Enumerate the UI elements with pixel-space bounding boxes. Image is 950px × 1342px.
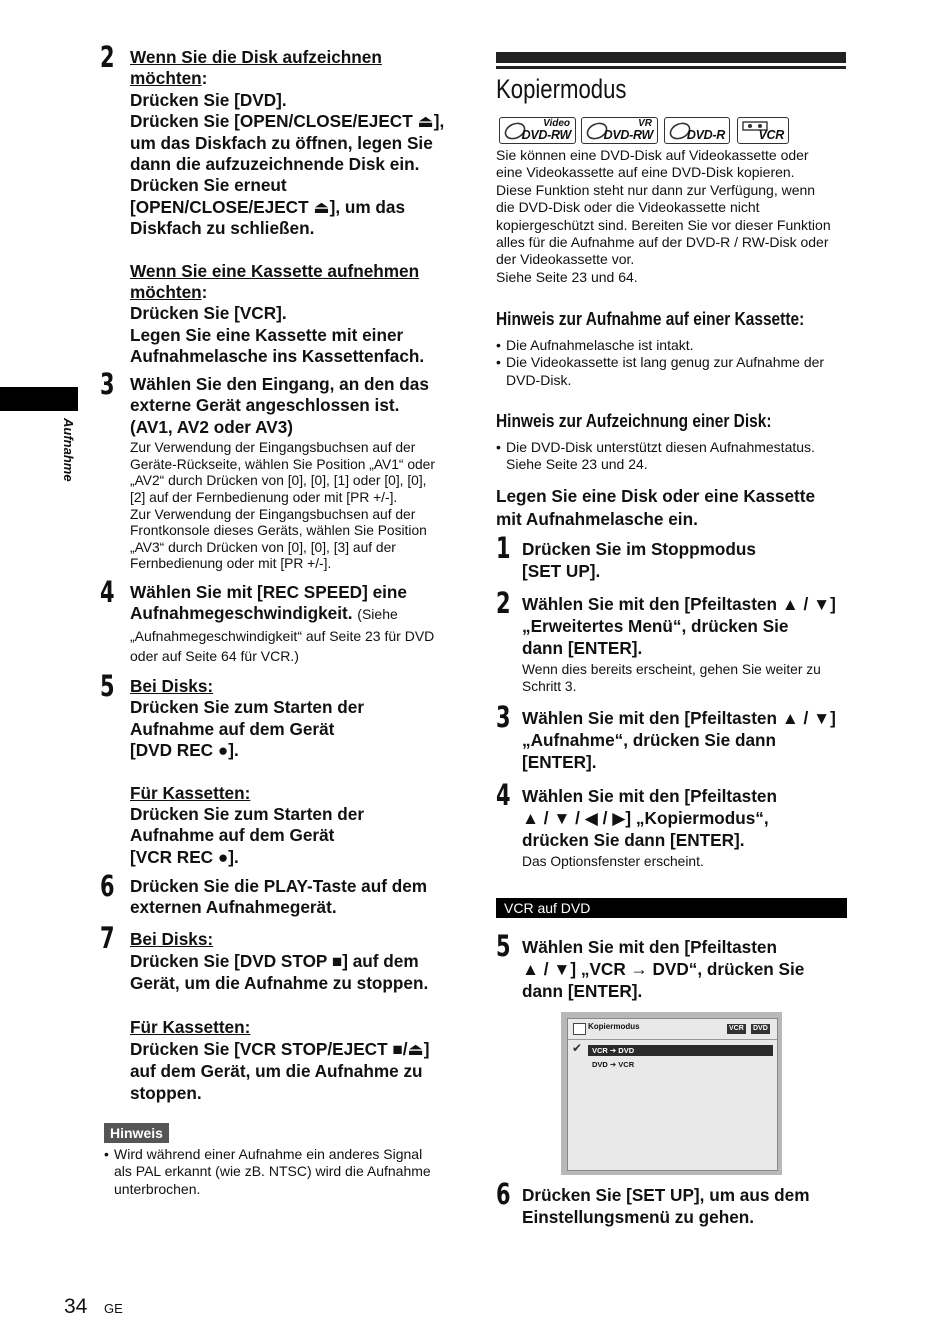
step-number: 4 [100,575,115,609]
tape-note-heading: Hinweis zur Aufnahme auf einer Kassette: [496,309,805,329]
right-step-1: 1 Drücken Sie im Stoppmodus [SET UP]. [496,531,756,581]
menu-title: Kopiermodus [588,1022,640,1031]
tape-note-list: • Die Aufnahmelasche ist intakt. • Die Videokassette ist lang genug zur Aufnahme der DVD-Disk. [496,337,851,389]
section-tab-marker [0,387,78,411]
menu-screenshot [561,1012,782,1175]
hinweis-note: • Wird während einer Aufnahme ein anderes Signal als PAL erkannt (wie zB. NTSC) wird die Aufnahme unterbrochen. [104,1146,464,1198]
tape-heading: Für Kassetten: [130,1017,251,1037]
left-step-5: 5 Bei Disks: Drücken Sie zum Starten der Aufnahme auf dem Gerät [DVD REC ●]. Für Kassetten: Drücken Sie zum Starten der Aufnahme auf dem Gerät [VCR REC ●]. [100,676,460,868]
hinweis-label: Hinweis [104,1123,169,1143]
right-step-5: 5 Wählen Sie mit den [Pfeiltasten ▲ / ▼] „VCR → DVD“, drücken Sie dann [ENTER]. [496,929,805,1001]
step-number: 7 [100,921,115,955]
step-number: 6 [496,1177,511,1211]
dvd-tag: DVD [753,1025,768,1032]
vcr-logo-icon: VCR [737,117,789,144]
menu-header [568,1019,777,1040]
left-step-4: 4 Wählen Sie mit [REC SPEED] eine Aufnahmegeschwindigkeit. (Siehe „Aufnahmegeschwindigkeit“ auf Seite 23 für DVD oder auf Seite 64 für VCR.) [100,575,435,665]
step-3-note: Zur Verwendung der Eingangsbuchsen auf der Geräte-Rückseite, wählen Sie Position „AV1“ oder „AV2“ durch Drücken von [0], [0], [1] oder [0], [0], [2] auf der Fernbedienung oder mit [PR +/-]. Zur Verwendung der Eingangsbuchsen auf der Frontkonsole dieses Geräts, wählen Sie Position „AV3“ durch Drücken von [0], [0], [3] auf der Fernbedienung oder mit [PR +/-]. [130,440,435,572]
step-number: 2 [496,586,511,620]
dvd-r-logo-icon: DVD-R [664,117,730,144]
section-bar-vcr-to-dvd: VCR auf DVD [496,898,847,918]
menu-option-dvd-to-vcr[interactable]: DVD ➔ VCR [592,1060,635,1069]
menu-option-vcr-to-dvd[interactable]: VCR ➔ DVD [588,1045,773,1056]
right-step-3: 3 Wählen Sie mit den [Pfeiltasten ▲ / ▼] „Aufnahme“, drücken Sie dann [ENTER]. [496,700,836,772]
intro-text: Sie können eine DVD-Disk auf Videokassette oder eine Videokassette auf eine DVD-Disk kopieren. Diese Funktion steht nur dann zur Verfügung, wenn die DVD-Disk oder die Videokassette nicht kopiergeschützt sind. Bereiten Sie vor dieser Funktion alles für die Aufnahme auf der DVD-R / RW-Disk oder der Videokassette vor. Siehe Seite 23 und 64. [496,147,831,285]
step-number: 5 [496,929,511,963]
vcr-tag: VCR [729,1025,744,1032]
dvd-rw-video-logo-icon: Video DVD-RW [499,117,576,144]
step-number: 1 [496,531,511,565]
tape-heading: Für Kassetten: [130,782,251,803]
menu-icon [573,1023,586,1035]
language-code: GE [104,1301,123,1316]
disk-heading: Wenn Sie die Disk aufzeichnen möchten: [130,47,382,89]
right-step-2: 2 Wählen Sie mit den [Pfeiltasten ▲ / ▼] „Erweitertes Menü“, drücken Sie dann [ENTER]. Wenn dies bereits erscheint, gehen Sie weiter zu Schritt 3. [496,586,836,694]
title-rule-thin [496,66,846,69]
dvd-rw-vr-logo-icon: VR DVD-RW [581,117,658,144]
left-step-6: 6 Drücken Sie die PLAY-Taste auf dem externen Aufnahmegerät. [100,869,428,918]
left-step-2: 2 Wenn Sie die Disk aufzeichnen möchten: Drücken Sie [DVD]. Drücken Sie [OPEN/CLOSE/EJECT ⏏], um das Diskfach zu öffnen, legen Sie dann die aufzuzeichnende Disk ein. Drücken Sie erneut [OPEN/CLOSE/EJECT ⏏], um das Diskfach zu schließen. Wenn Sie eine Kassette aufnehmen möchten: Drücken Sie [VCR]. Legen Sie eine Kassette mit einer Aufnahmelasche ins Kassettenfach. [100,47,460,368]
section-tab-label: Aufnahme [61,418,76,482]
left-step-7: 7 Bei Disks: Drücken Sie [DVD STOP ■] auf dem Gerät, um die Aufnahme zu stoppen. Für Kassetten: Drücken Sie [VCR STOP/EJECT ■/⏏] auf dem Gerät, um die Aufnahme zu stoppen. [100,928,460,1104]
step-number: 2 [100,40,115,74]
check-icon: ✔ [572,1041,583,1055]
step-number: 6 [100,869,115,903]
disk-note-list: • Die DVD-Disk unterstützt diesen Aufnahmestatus. Siehe Seite 23 und 24. [496,439,851,474]
disk-heading: Bei Disks: [130,676,214,696]
right-step-6: 6 Drücken Sie [SET UP], um aus dem Einstellungsmenü zu gehen. [496,1177,810,1227]
step-number: 3 [496,700,511,734]
tape-heading: Wenn Sie eine Kassette aufnehmen möchten: [130,260,420,303]
page-title: Kopiermodus [496,74,627,104]
left-step-3: 3 Wählen Sie den Eingang, an den das externe Gerät angeschlossen ist. (AV1, AV2 oder AV3) Zur Verwendung der Eingangsbuchsen auf der Geräte-Rückseite, wählen Sie Position „AV1“ oder „AV2“ durch Drücken von [0], [0], [1] oder [0], [0], [2] auf der Fernbedienung oder mit [PR +/-]. Zur Verwendung der Eingangsbuchsen auf der Frontkonsole dieses Geräts, wählen Sie Position „AV3“ durch Drücken von [0], [0], [3] auf der Fernbedienung oder mit [PR +/-]. [100,374,460,573]
step-number: 3 [100,367,115,401]
title-rule [496,52,846,63]
right-step-4: 4 Wählen Sie mit den [Pfeiltasten ▲ / ▼ / ◀ / ▶] „Kopiermodus“, drücken Sie dann [ENTER]. Das Optionsfenster erscheint. [496,778,777,869]
insert-instruction: Legen Sie eine Disk oder eine Kassette mit Aufnahmelasche ein. [496,486,816,529]
step-number: 4 [496,778,511,812]
step-number: 5 [100,669,115,703]
disk-note-heading: Hinweis zur Aufzeichnung einer Disk: [496,411,772,431]
page-number: 34 [64,1295,88,1318]
disk-heading: Bei Disks: [130,929,214,949]
